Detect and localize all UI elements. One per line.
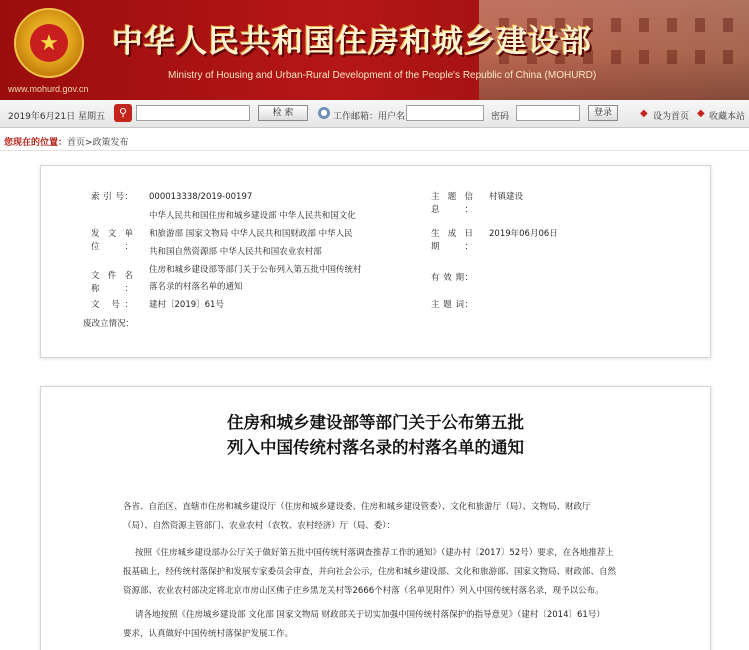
top-toolbar bbox=[0, 100, 749, 128]
password-label: 密码 bbox=[491, 112, 510, 122]
search-icon: ⚲ bbox=[114, 104, 132, 122]
search-input[interactable] bbox=[136, 105, 250, 121]
issuer-line: 中华人民共和国住房和城乡建设部 中华人民共和国文化 bbox=[149, 211, 356, 221]
site-url: www.mohurd.gov.cn bbox=[8, 84, 89, 94]
document-metadata-card bbox=[40, 165, 711, 358]
breadcrumb bbox=[0, 129, 749, 151]
current-date: 2019年6月21日 星期五 bbox=[8, 112, 105, 122]
paragraph-line: 按照《住房城乡建设部办公厅关于做好第五批中国传统村落调查推荐工作的通知》（建办村〔2017〕52号）要求，在各地推荐上 bbox=[135, 548, 614, 558]
index-label: 索 引 号： bbox=[91, 192, 133, 202]
breadcrumb-label: 您现在的位置： bbox=[4, 138, 68, 148]
national-emblem-icon[interactable]: ★ bbox=[14, 8, 84, 78]
issuer-line: 和旅游部 国家文物局 中华人民共和国财政部 中华人民 bbox=[149, 229, 353, 239]
search-button[interactable]: 检 索 bbox=[258, 105, 308, 121]
index-value: 000013338/2019-00197 bbox=[149, 192, 253, 202]
email-username-label: 工作邮箱：用户名 bbox=[333, 112, 406, 122]
validity-label: 有 效 期： bbox=[431, 273, 473, 283]
breadcrumb-path[interactable]: 首页>政策发布 bbox=[67, 138, 129, 148]
set-homepage-link[interactable]: 设为首页 bbox=[653, 112, 690, 122]
issuer-line: 共和国自然资源部 中华人民共和国农业农村部 bbox=[149, 247, 322, 257]
bookmark-icon: ◆ bbox=[697, 108, 705, 119]
keyword-label: 主 题 词： bbox=[431, 300, 473, 310]
document-title-line2: 列入中国传统村落名录的村落名单的通知 bbox=[227, 438, 524, 457]
username-input[interactable] bbox=[406, 105, 484, 121]
set-homepage-icon: ◆ bbox=[640, 108, 648, 119]
recipients-line: 各省、自治区、直辖市住房和城乡建设厅（住房和城乡建设委、住房和城乡建设管委）、文化和旅游厅（局）、文物局、财政厅 bbox=[123, 502, 591, 512]
subject-label: 主题信息： bbox=[431, 192, 473, 215]
user-icon: ● bbox=[318, 107, 330, 119]
site-subtitle: Ministry of Housing and Urban-Rural Development of the People's Republic of China (MOHURD) bbox=[168, 70, 597, 81]
paragraph-line: 报基础上，经传统村落保护和发展专家委员会审查，并向社会公示，住房和城乡建设部、文化和旅游部、国家文物局、财政部、自然 bbox=[123, 567, 617, 577]
recipients-line: （局）、自然资源主管部门、农业农村（农牧、农村经济）厅（局、委）： bbox=[123, 521, 396, 531]
site-banner bbox=[0, 0, 749, 100]
filename-label: 文件名称： bbox=[91, 271, 133, 294]
docno-value: 建村〔2019〕61号 bbox=[149, 300, 224, 310]
docno-label: 文 号： bbox=[91, 300, 133, 310]
login-button[interactable]: 登录 bbox=[588, 105, 618, 121]
subject-value: 村镇建设 bbox=[489, 192, 524, 202]
filename-line: 落名录的村落名单的通知 bbox=[149, 282, 243, 292]
paragraph-line: 请各地按照《住房城乡建设部 文化部 国家文物局 财政部关于切实加强中国传统村落保护的指导意见》（建村〔2014〕61号） bbox=[135, 610, 605, 620]
status-label: 废改立情况： bbox=[83, 319, 135, 329]
filename-line: 住房和城乡建设部等部门关于公布列入第五批中国传统村 bbox=[149, 265, 362, 275]
site-title: 中华人民共和国住房和城乡建设部 bbox=[112, 24, 592, 60]
password-input[interactable] bbox=[516, 105, 580, 121]
document-title-line1: 住房和城乡建设部等部门关于公布第五批 bbox=[227, 413, 524, 432]
date-label: 生成日期： bbox=[431, 229, 473, 252]
paragraph-line: 要求，认真做好中国传统村落保护发展工作。 bbox=[123, 629, 294, 639]
paragraph-line: 资源部、农业农村部决定将北京市房山区佛子庄乡黑龙关村等2666个村落（名单见附件）列入中国传统村落名录，现予以公布。 bbox=[123, 586, 604, 596]
document-body-card bbox=[40, 386, 711, 650]
issuer-label: 发文单位： bbox=[91, 229, 133, 252]
date-value: 2019年06月06日 bbox=[489, 229, 558, 239]
bookmark-link[interactable]: 收藏本站 bbox=[709, 112, 746, 122]
